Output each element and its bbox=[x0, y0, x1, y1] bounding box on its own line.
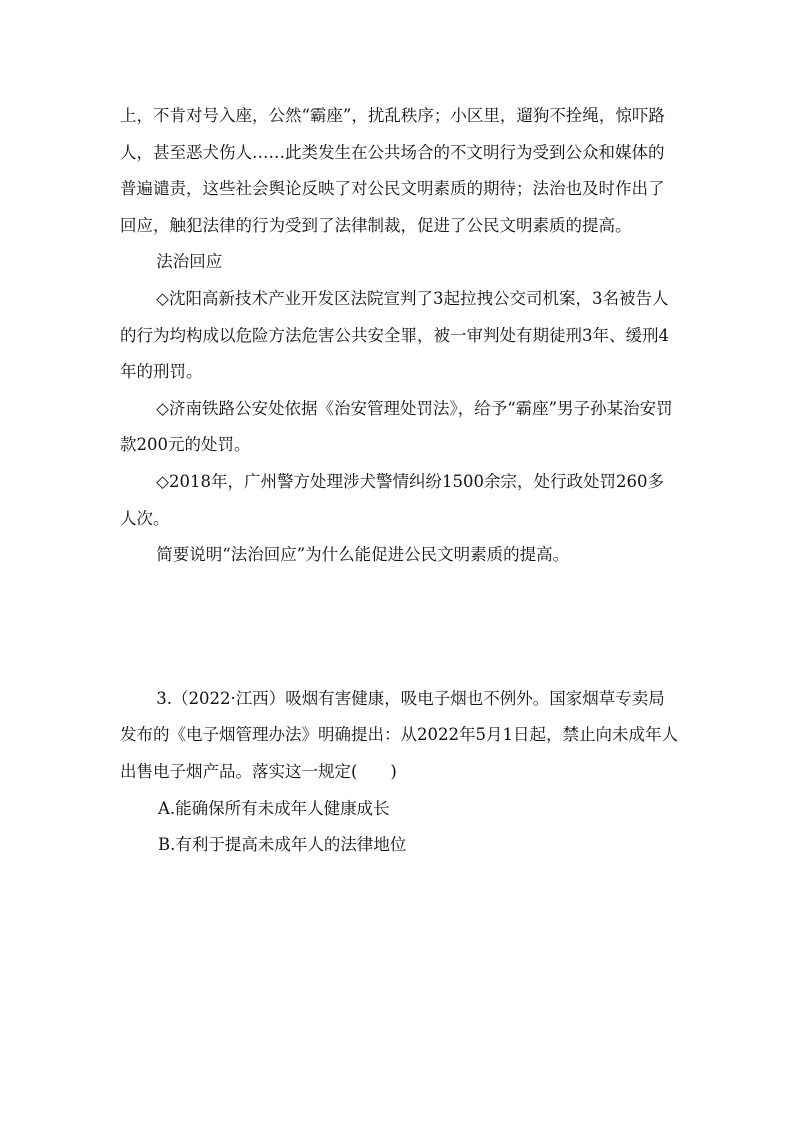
document-body bbox=[120, 98, 680, 864]
question3-option-a: A.能确保所有未成年人健康成长 bbox=[158, 798, 390, 818]
passage-item-guangzhou: ◇2018年，广州警方处理涉犬警情纠纷1500余宗，处行政处罚260多人次。 bbox=[120, 471, 664, 528]
passage-intro: 上，不肯对号入座，公然“霸座”，扰乱秩序；小区里，遛狗不拴绳，惊吓路人，甚至恶犬伤人……此类发生在公共场合的不文明行为受到公众和媒体的普遍谴责，这些社会舆论反映了对公民文明素质的期待；法治也及时作出了回应，触犯法律的行为受到了法律制裁，促进了公民文明素质的提高。 bbox=[120, 106, 665, 235]
passage-question: 简要说明“法治回应”为什么能促进公民文明素质的提高。 bbox=[156, 545, 570, 565]
passage-item-shenyang: ◇沈阳高新技术产业开发区法院宣判了3起拉拽公交司机案，3名被告人的行为均构成以危险方法危害公共安全罪，被一审判处有期徒刑3年、缓刑4年的刑罚。 bbox=[120, 288, 669, 382]
passage-item-jinan: ◇济南铁路公安处依据《治安管理处罚法》，给予“霸座”男子孙某治安罚款200元的处罚。 bbox=[120, 398, 673, 455]
question3-stem: 3.（2022·江西）吸烟有害健康，吸电子烟也不例外。国家烟草专卖局发布的《电子烟管理办法》明确提出：从2022年5月1日起，禁止向未成年人出售电子烟产品。落实这一规定( ) bbox=[120, 688, 678, 781]
answer-space bbox=[120, 574, 680, 681]
question3-option-b: B.有利于提高未成年人的法律地位 bbox=[158, 835, 407, 855]
passage-heading: 法治回应 bbox=[156, 252, 223, 272]
